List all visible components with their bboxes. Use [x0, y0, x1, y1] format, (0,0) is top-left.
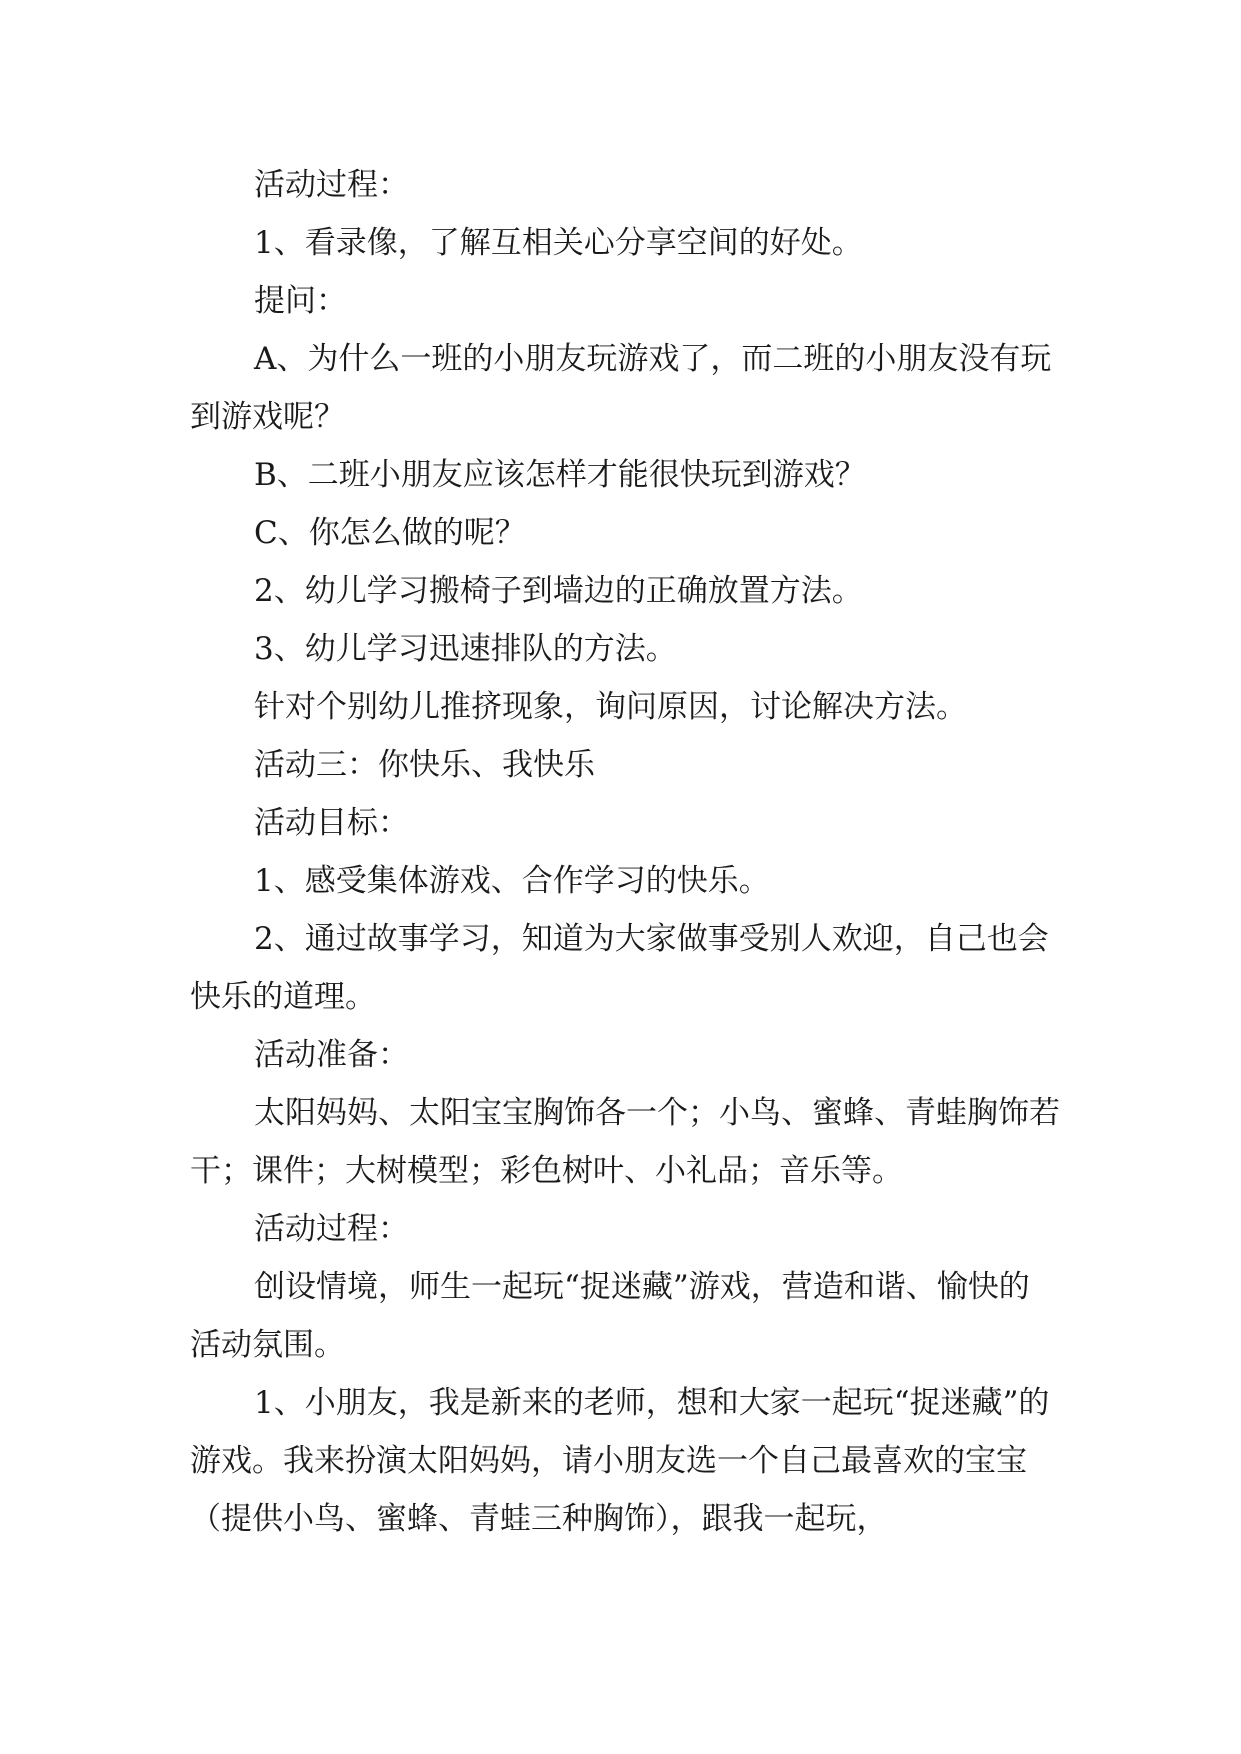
paragraph-goals-heading: 活动目标：	[254, 805, 409, 841]
document-body	[190, 156, 1060, 1548]
paragraph-step-2: 2、幼儿学习搬椅子到墙边的正确放置方法。	[254, 573, 863, 609]
paragraph-question-b: B、二班小朋友应该怎样才能很快玩到游戏？	[254, 457, 866, 493]
paragraph-preparation-items: 太阳妈妈、太阳宝宝胸饰各一个；小鸟、蜜蜂、青蛙胸饰若干；课件；大树模型；彩色树叶、小礼品；音乐等。	[190, 1095, 1060, 1189]
paragraph-scenario: 创设情境，师生一起玩“捉迷藏”游戏，营造和谐、愉快的活动氛围。	[190, 1269, 1030, 1363]
paragraph-question-c: C、你怎么做的呢？	[254, 515, 526, 551]
paragraph-preparation-heading: 活动准备：	[254, 1037, 409, 1073]
paragraph-goal-2: 2、通过故事学习，知道为大家做事受别人欢迎，自己也会快乐的道理。	[190, 921, 1049, 1015]
paragraph-process-heading-2: 活动过程：	[254, 1211, 409, 1247]
paragraph-question-heading: 提问：	[254, 283, 347, 319]
paragraph-discussion: 针对个别幼儿推挤现象，询问原因，讨论解决方法。	[254, 689, 967, 725]
paragraph-step-3: 3、幼儿学习迅速排队的方法。	[254, 631, 677, 667]
paragraph-activity-three-title: 活动三：你快乐、我快乐	[254, 747, 595, 783]
paragraph-step-1: 1、看录像，了解互相关心分享空间的好处。	[254, 225, 863, 261]
paragraph-goal-1: 1、感受集体游戏、合作学习的快乐。	[254, 863, 770, 899]
paragraph-process-heading: 活动过程：	[254, 167, 409, 203]
paragraph-step-1-game: 1、小朋友，我是新来的老师，想和大家一起玩“捉迷藏”的游戏。我来扮演太阳妈妈，请小朋友选一个自己最喜欢的宝宝（提供小鸟、蜜蜂、青蛙三种胸饰），跟我一起玩，	[190, 1385, 1050, 1537]
paragraph-question-a: A、为什么一班的小朋友玩游戏了，而二班的小朋友没有玩到游戏呢？	[190, 341, 1052, 435]
